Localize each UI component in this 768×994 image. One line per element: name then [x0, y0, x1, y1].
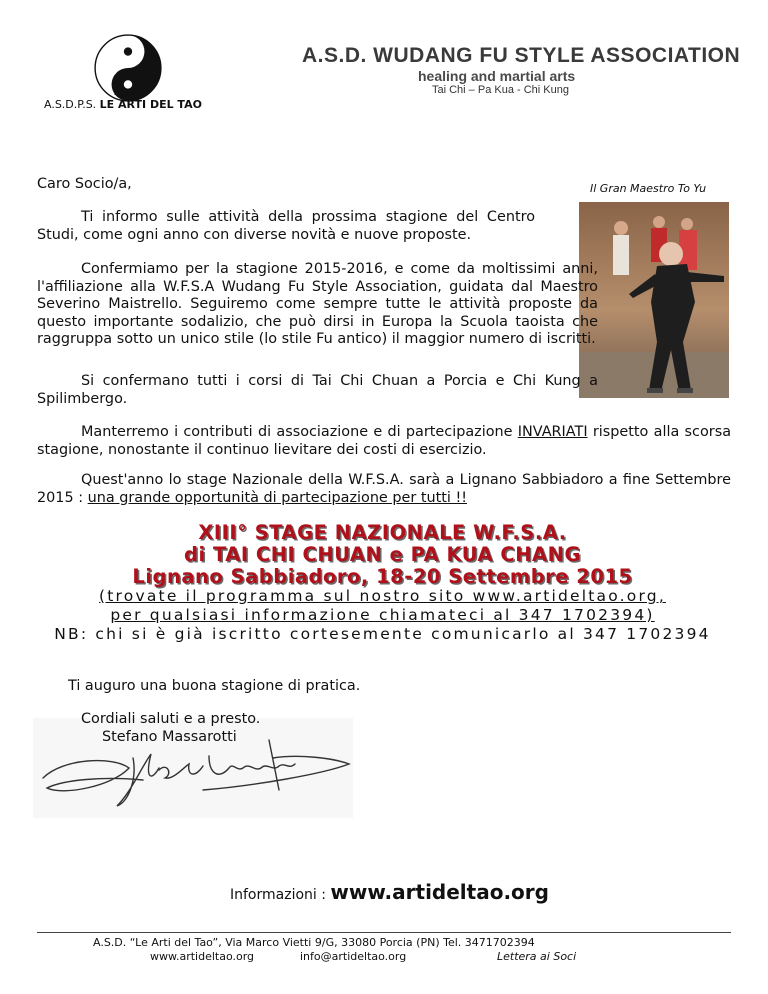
paragraph-affiliation: Confermiamo per la stagione 2015-2016, e come da moltissimi anni, l'affiliazione alla W.F.S.A Wudang Fu Style Association, guidata dal Maestro Severino Maistrello. Seguiremo come sempre tutte le attività proposte da questo importante sodalizio, che può dirsi in Europa la Scuola taoista che raggruppa sotto un unico stile (lo stile Fu antico) il maggior numero di iscritti. — [37, 261, 598, 347]
stage-location-dates: Lignano Sabbiadoro, 18-20 Settembre 2015 — [132, 565, 633, 588]
paragraph-courses: Si confermano tutti i corsi di Tai Chi Chuan a Porcia e Chi Kung a Spilimbergo. — [37, 373, 598, 407]
org-subtitle: healing and martial arts — [418, 68, 576, 84]
stage-opportunity: una grande opportunità di partecipazione per tutti !! — [87, 489, 468, 506]
info-website-link[interactable]: www.artideltao.org — [330, 880, 549, 904]
greeting: Caro Socio/a, — [37, 176, 132, 192]
school-prefix: A.S.D.P.S. — [44, 98, 97, 111]
stage-title: XIII° STAGE NAZIONALE W.F.S.A. — [198, 521, 567, 544]
stage-info-phone: per qualsiasi informazione chiamateci al 347 1702394) — [110, 606, 655, 624]
footer-website[interactable]: www.artideltao.org — [150, 950, 255, 963]
org-disciplines: Tai Chi – Pa Kua - Chi Kung — [432, 84, 569, 96]
org-name: A.S.D. WUDANG FU STYLE ASSOCIATION — [302, 44, 741, 67]
fees-text-start: Manterremo i contributi di associazione e di partecipazione — [81, 424, 518, 440]
footer-address: A.S.D. “Le Arti del Tao”, Via Marco Vietti 9/G, 33080 Porcia (PN) Tel. 3471702394 — [93, 936, 535, 949]
footer-email[interactable]: info@artideltao.org — [300, 950, 407, 963]
stage-text: Quest'anno lo stage Nazionale della W.F.S.A. sarà a Lignano Sabbiadoro a fine Settembre 2015 : — [37, 472, 731, 506]
info-row — [230, 880, 549, 904]
school-title: LE ARTI DEL TAO — [99, 98, 202, 111]
fees-text-end: rispetto alla scorsa stagione, nonostante il continuo lievitare dei costi di esercizio. — [37, 424, 732, 458]
stage-disciplines: di TAI CHI CHUAN e PA KUA CHANG — [184, 543, 581, 566]
fees-unchanged: INVARIATI — [517, 424, 588, 440]
school-name — [44, 98, 202, 111]
master-photo — [579, 202, 729, 398]
footer-divider — [37, 932, 731, 933]
closing-wish: Ti auguro una buona stagione di pratica. — [68, 678, 361, 694]
signer-name: Stefano Massarotti — [102, 729, 237, 745]
closing-regards: Cordiali saluti e a presto. — [81, 711, 261, 727]
paragraph-stage — [37, 472, 731, 507]
stage-nb: NB: chi si è già iscritto cortesemente comunicarlo al 347 1702394 — [54, 625, 711, 643]
paragraph-fees — [37, 424, 731, 459]
paragraph-intro: Ti informo sulle attività della prossima stagione del Centro Studi, come ogni anno con diverse novità e nuove proposte. — [37, 209, 535, 243]
footer-doc-type: Lettera ai Soci — [497, 950, 577, 963]
info-label: Informazioni : — [230, 887, 331, 903]
photo-caption: Il Gran Maestro To Yu — [590, 182, 707, 195]
yin-yang-logo-icon — [93, 33, 163, 103]
stage-info-website: (trovate il programma sul nostro sito www.artideltao.org, — [99, 587, 666, 605]
